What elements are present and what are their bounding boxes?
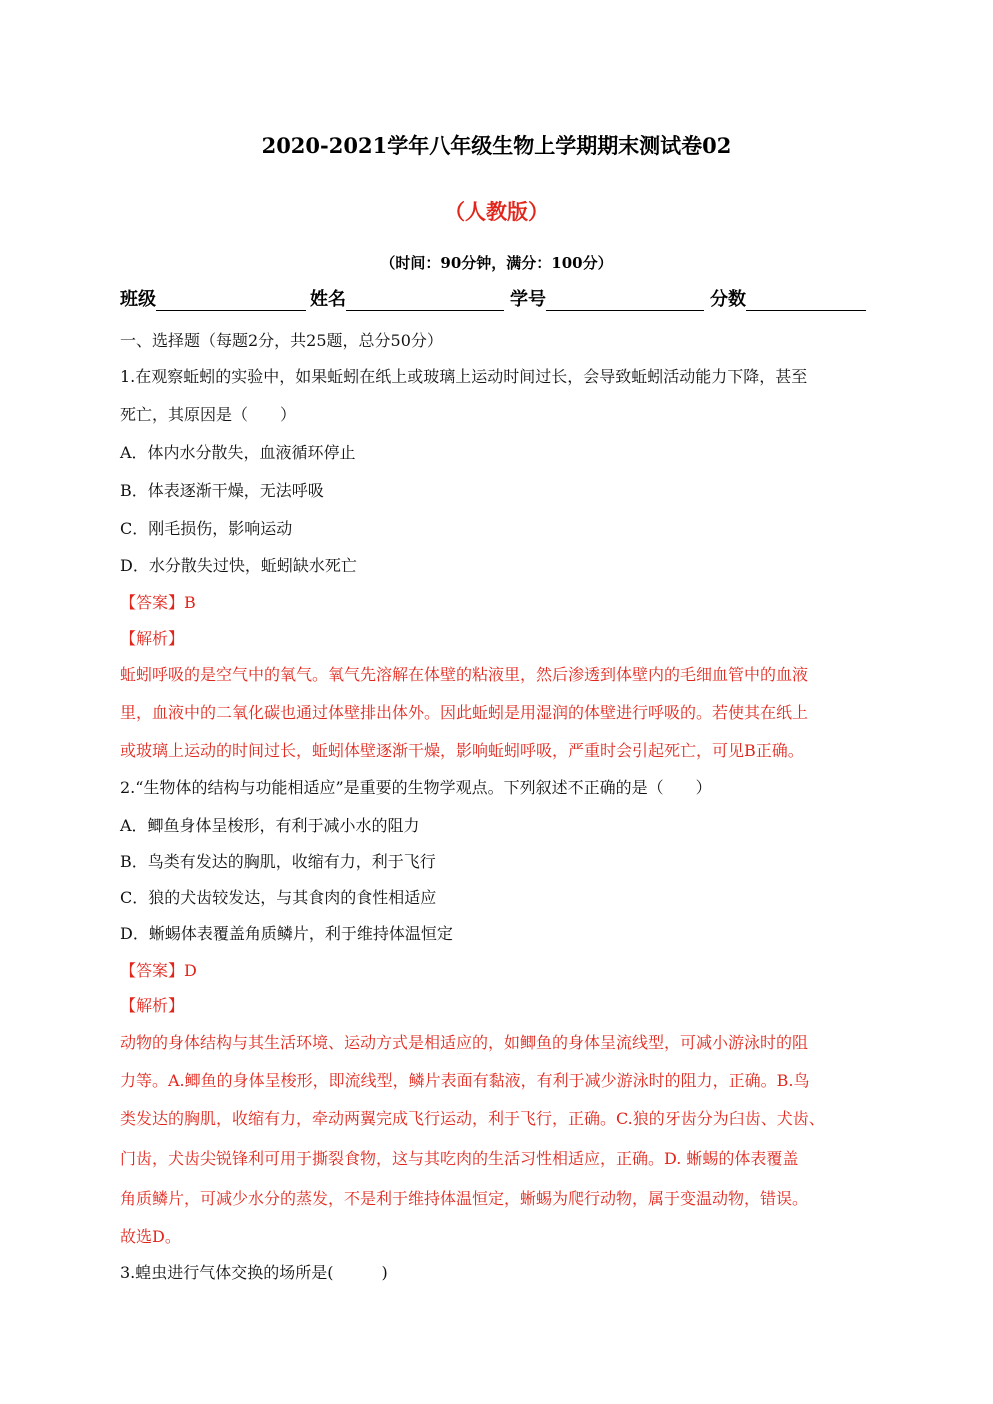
id-label: 学号 [510,289,546,310]
q1-option-c: C．刚毛损伤，影响运动 [120,519,293,538]
q1-analysis-label: 【解析】 [120,629,185,648]
q1-analysis-line3: 或玻璃上运动的时间过长，蚯蚓体壁逐渐干燥，影响蚯蚓呼吸，严重时会引起死亡，可见B正确。 [120,741,804,760]
q1-option-d: D．水分散失过快，蚯蚓缺水死亡 [120,556,357,575]
q1-answer [120,590,196,613]
id-field [510,285,704,311]
edition-label: （人教版） [444,199,549,224]
q2-analysis-line6: 故选D。 [120,1227,181,1246]
q2-analysis-line5: 角质鳞片，可减少水分的蒸发，不是利于维持体温恒定，蜥蜴为爬行动物，属于变温动物，错误。 [120,1189,809,1208]
exam-info: （时间：90分钟，满分：100分） [380,254,613,272]
q2-analysis-label: 【解析】 [120,996,185,1015]
score-blank [746,290,866,311]
student-info-fields [120,285,880,315]
class-blank [156,290,306,311]
q2-analysis-line4: 门齿，犬齿尖锐锋利可用于撕裂食物，这与其吃肉的生活习性相适应，正确。D. 蜥蜴的体表覆盖 [120,1149,799,1168]
name-field [310,285,504,311]
q1-analysis-line2: 里，血液中的二氧化碳也通过体壁排出体外。因此蚯蚓是用湿润的体壁进行呼吸的。若使其在纸上 [120,703,809,722]
q1-analysis-line1: 蚯蚓呼吸的是空气中的氧气。氧气先溶解在体壁的粘液里，然后渗透到体壁内的毛细血管中的血液 [120,665,809,684]
q2-answer [120,958,197,981]
q3-stem-line1: 3.蝗虫进行气体交换的场所是( ) [120,1263,388,1282]
name-blank [346,290,504,311]
q2-analysis-line1: 动物的身体结构与其生活环境、运动方式是相适应的，如鲫鱼的身体呈流线型，可减小游泳时的阻 [120,1033,809,1052]
q2-stem-line1: 2.“生物体的结构与功能相适应”是重要的生物学观点。下列叙述不正确的是（ ） [120,778,712,797]
section-heading: 一、选择题（每题2分，共25题，总分50分） [120,331,443,350]
page-title: 2020-2021学年八年级生物上学期期末测试卷02 [261,133,732,158]
q2-analysis-line2: 力等。A.鲫鱼的身体呈梭形，即流线型，鳞片表面有黏液，有利于减少游泳时的阻力，正确。B.鸟 [120,1071,810,1090]
q1-answer-value: B [184,593,196,612]
class-field [120,285,306,311]
q2-option-d: D．蜥蜴体表覆盖角质鳞片，利于维持体温恒定 [120,924,453,943]
q2-option-a: A．鲫鱼身体呈梭形，有利于减小水的阻力 [120,816,420,835]
q2-option-b: B．鸟类有发达的胸肌，收缩有力，利于飞行 [120,852,436,871]
q2-answer-label: 【答案】 [120,961,185,980]
q1-option-b: B．体表逐渐干燥，无法呼吸 [120,481,324,500]
score-field [710,285,866,311]
name-label: 姓名 [310,289,346,310]
q2-answer-value: D [184,961,197,980]
q1-stem-line1: 1.在观察蚯蚓的实验中，如果蚯蚓在纸上或玻璃上运动时间过长，会导致蚯蚓活动能力下降，甚至 [120,367,808,386]
q2-analysis-line3: 类发达的胸肌，收缩有力，牵动两翼完成飞行运动，利于飞行，正确。C.狼的牙齿分为臼齿、犬齿、 [120,1109,825,1128]
q2-option-c: C．狼的犬齿较发达，与其食肉的食性相适应 [120,888,437,907]
id-blank [546,290,704,311]
q1-option-a: A．体内水分散失，血液循环停止 [120,443,356,462]
score-label: 分数 [710,289,746,310]
class-label: 班级 [120,289,156,310]
q1-stem-line2: 死亡，其原因是（ ） [120,405,297,424]
q1-answer-label: 【答案】 [120,593,185,612]
